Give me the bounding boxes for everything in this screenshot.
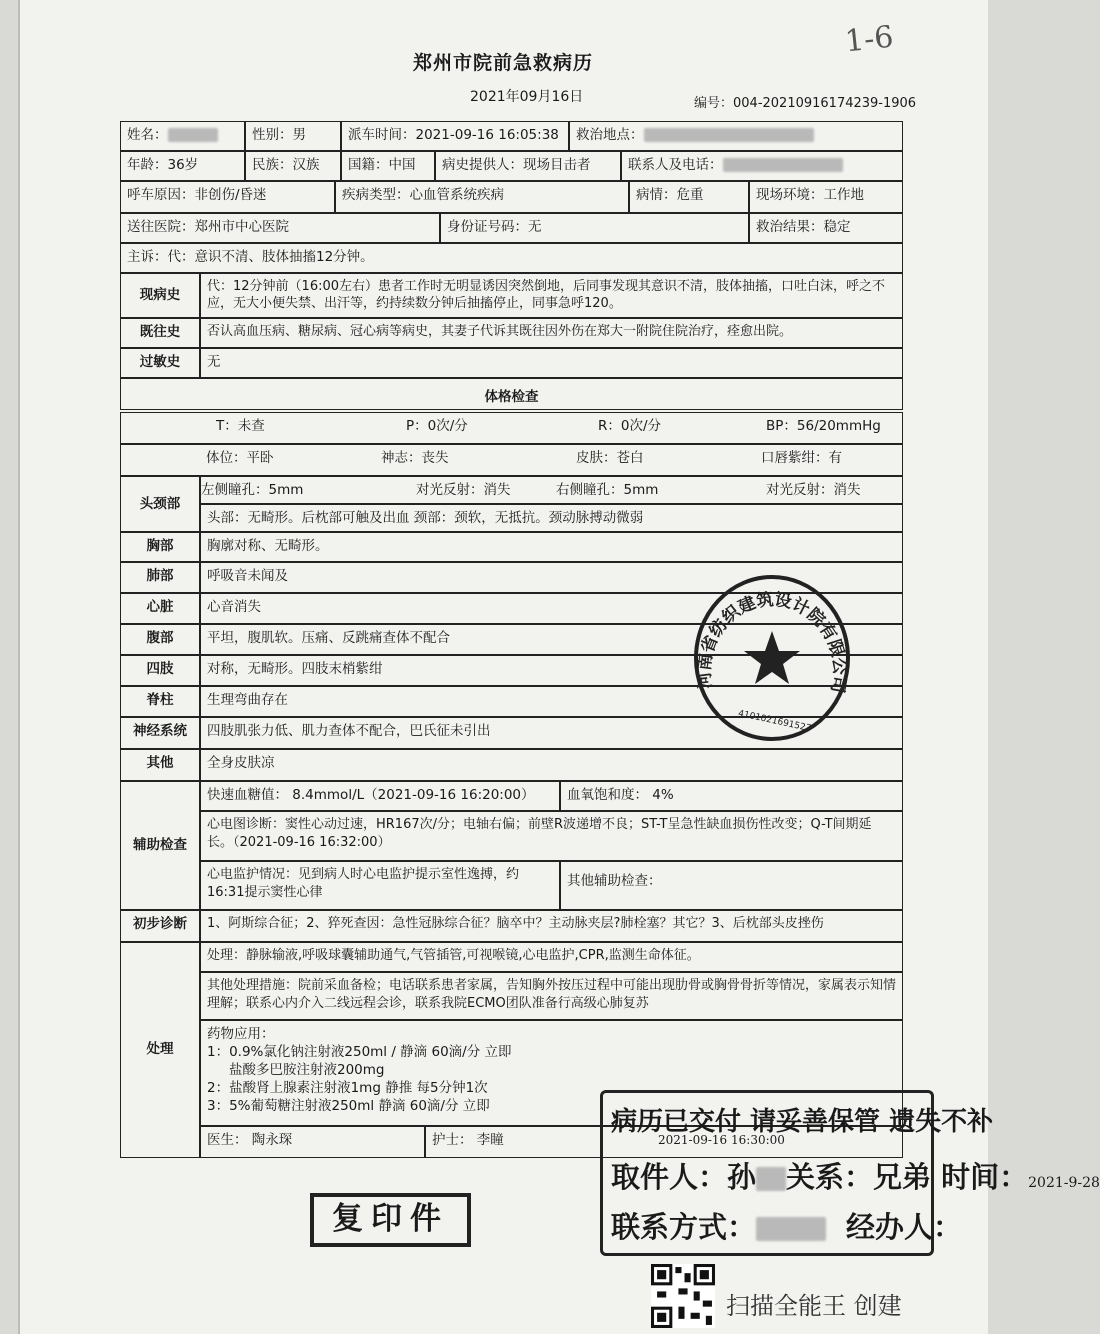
patient-sex: 性别：男	[245, 121, 341, 151]
oxygen-saturation: 血氧饱和度： 4%	[560, 781, 903, 811]
consciousness: 神志：丧失	[381, 450, 449, 466]
ecg-monitoring: 心电监护情况：见到病人时心电监护提示室性逸搏，约16:31提示窦性心律	[200, 861, 560, 910]
medication-1: 1：0.9%氯化钠注射液250ml / 静滴 60滴/分 立即	[207, 1044, 512, 1060]
nurse-signature: 护士： 李瞳	[425, 1126, 903, 1158]
medication-3: 3：5%葡萄糖注射液250ml 静滴 60滴/分 立即	[207, 1098, 490, 1114]
other-label: 其他	[120, 749, 200, 781]
stamp-line-3: 联系方式： 经办人：	[611, 1210, 963, 1244]
lip-cyanosis: 口唇紫绀：有	[761, 450, 842, 466]
seal-number: 4101021691527	[737, 708, 813, 735]
scene-environment: 现场环境：工作地	[749, 181, 903, 213]
copy-stamp: 复印件	[310, 1193, 471, 1247]
right-pupil: 右侧瞳孔：5mm	[556, 482, 659, 498]
history-provider: 病史提供人：现场目击者	[435, 151, 621, 181]
call-reason: 呼车原因：非创伤/昏迷	[120, 181, 335, 213]
redacted-name	[168, 128, 218, 142]
abdomen-label: 腹部	[120, 624, 200, 655]
physical-exam-title: 体格检查	[484, 389, 539, 405]
allergy-text: 无	[200, 348, 903, 378]
destination-hospital: 送往医院：郑州市中心医院	[120, 213, 440, 243]
pupil-row	[200, 476, 903, 504]
spine-text: 生理弯曲存在	[200, 686, 903, 717]
redacted-phone	[723, 158, 843, 172]
limbs-label: 四肢	[120, 655, 200, 686]
document-page	[18, 0, 1100, 1334]
neuro-text: 四肢肌张力低、肌力查体不配合，巴氏征未引出	[200, 717, 903, 749]
spine-label: 脊柱	[120, 686, 200, 717]
company-seal	[692, 573, 852, 743]
stamp-line-1: 病历已交付 请妥善保管 遗失不补	[611, 1107, 994, 1137]
ecg-diagnosis: 心电图诊断：窦性心动过速，HR167次/分；电轴右偏；前壁R波递增不良；ST-T呈急性缺血损伤性改变；Q-T间期延长。（2021-09-16 16:32:00）	[200, 811, 903, 861]
seal-text: 河南省纺织建筑设计院有限公司	[694, 589, 850, 695]
left-pupil: 左侧瞳孔：5mm	[201, 482, 304, 498]
neuro-label: 神经系统	[120, 717, 200, 749]
treatment-result: 救治结果：稳定	[749, 213, 903, 243]
id-card-number: 身份证号码：无	[440, 213, 749, 243]
pulse: P：0次/分	[406, 418, 468, 434]
general-row	[120, 444, 903, 476]
diagnosis-text: 1、阿斯综合征；2、猝死查因：急性冠脉综合征？脑卒中？主动脉夹层?肺栓塞？其它？3、后枕部头皮挫伤	[200, 910, 903, 942]
left-light-reflex: 对光反射：消失	[416, 482, 511, 498]
diagnosis-label: 初步诊断	[120, 910, 200, 942]
present-history-text: 代：12分钟前（16:00左右）患者工作时无明显诱因突然倒地，后同事发现其意识不清，肢体抽搐，口吐白沫，呼之不应，无大小便失禁、出汗等，约持续数分钟后抽搐停止，同事急呼120。	[200, 273, 903, 318]
patient-name: 姓名：	[120, 121, 245, 151]
medication-2: 2：盐酸肾上腺素注射液1mg 静推 每5分钟1次	[207, 1080, 488, 1096]
present-history-label: 现病史	[120, 273, 200, 318]
head-neck-label: 头颈部	[120, 476, 200, 532]
chest-label: 胸部	[120, 532, 200, 562]
head-neck-findings: 头部：无畸形。后枕部可触及出血 颈部：颈软，无抵抗。颈动脉搏动微弱	[200, 504, 903, 532]
document-date: 2021年09月16日	[470, 89, 584, 105]
dispatch-time: 派车时间：2021-09-16 16:05:38	[341, 121, 569, 151]
disease-type: 疾病类型：心血管系统疾病	[335, 181, 629, 213]
treatment-measures: 处理：静脉输液,呼吸球囊辅助通气,气管插管,可视喉镜,心电监护,CPR,监测生命体征。	[200, 942, 903, 972]
stamp-line-2: 取件人：孙 关系：兄弟 时间：2021-9-28	[611, 1160, 1100, 1194]
heart-label: 心脏	[120, 593, 200, 624]
limbs-text: 对称，无畸形。四肢末梢紫绀	[200, 655, 903, 686]
delivery-stamp	[600, 1090, 1100, 1256]
doctor-signature: 医生： 陶永琛	[200, 1126, 425, 1158]
medication-title: 药物应用：	[207, 1026, 275, 1042]
treatment-location: 救治地点：	[569, 121, 903, 151]
vitals-row	[120, 412, 903, 444]
document-title: 郑州市院前急救病历	[412, 52, 593, 74]
handwritten-page-note: 1-6	[842, 19, 895, 60]
medication-1-additive: 盐酸多巴胺注射液200mg	[229, 1062, 385, 1078]
auxiliary-exam-label: 辅助检查	[120, 781, 200, 910]
blood-pressure: BP：56/20mmHg	[766, 418, 881, 434]
seal-star-icon	[744, 631, 800, 684]
respiration: R：0次/分	[598, 418, 662, 434]
heart-text: 心音消失	[200, 593, 903, 624]
other-text: 全身皮肤凉	[200, 749, 903, 781]
serial-number: 编号：004-20210916174239-1906	[694, 96, 917, 111]
skin-color: 皮肤：苍白	[576, 450, 644, 466]
chief-complaint: 主诉：代：意识不清、肢体抽搐12分钟。	[120, 243, 903, 273]
treatment-label: 处理	[120, 942, 200, 1158]
temperature: T：未查	[216, 418, 265, 434]
chest-text: 胸廓对称、无畸形。	[200, 532, 903, 562]
page-edge	[18, 0, 20, 1334]
abdomen-text: 平坦，腹肌软。压痛、反跳痛查体不配合	[200, 624, 903, 655]
redacted-location	[644, 128, 814, 142]
allergy-label: 过敏史	[120, 348, 200, 378]
right-light-reflex: 对光反射：消失	[766, 482, 861, 498]
qr-code-icon	[650, 1264, 716, 1328]
past-history-text: 否认高血压病、糖尿病、冠心病等病史，其妻子代诉其既往因外伤在郑大一附院住院治疗，痊愈出院。	[200, 318, 903, 348]
other-auxiliary-exam: 其他辅助检查：	[560, 861, 903, 910]
stamp-overlay-date: 2021-09-16 16:30:00	[658, 1133, 785, 1147]
body-position: 体位：平卧	[206, 450, 274, 466]
scanner-watermark: 扫描全能王 创建	[726, 1292, 902, 1320]
past-history-label: 既往史	[120, 318, 200, 348]
patient-ethnicity: 民族：汉族	[245, 151, 341, 181]
patient-age: 年龄：36岁	[120, 151, 245, 181]
other-treatment-measures: 其他处理措施：院前采血备检；电话联系患者家属，告知胸外按压过程中可能出现肋骨或胸骨骨折等情况，家属表示知情理解；联系心内介入二线远程会诊，联系我院ECMO团队准备行高级心肺复苏	[200, 972, 903, 1020]
lung-label: 肺部	[120, 562, 200, 593]
blood-glucose: 快速血糖值： 8.4mmol/L（2021-09-16 16:20:00）	[200, 781, 560, 811]
condition: 病情：危重	[629, 181, 749, 213]
contact-phone: 联系人及电话：	[621, 151, 903, 181]
lung-text: 呼吸音未闻及	[200, 562, 903, 593]
patient-nationality: 国籍：中国	[341, 151, 435, 181]
